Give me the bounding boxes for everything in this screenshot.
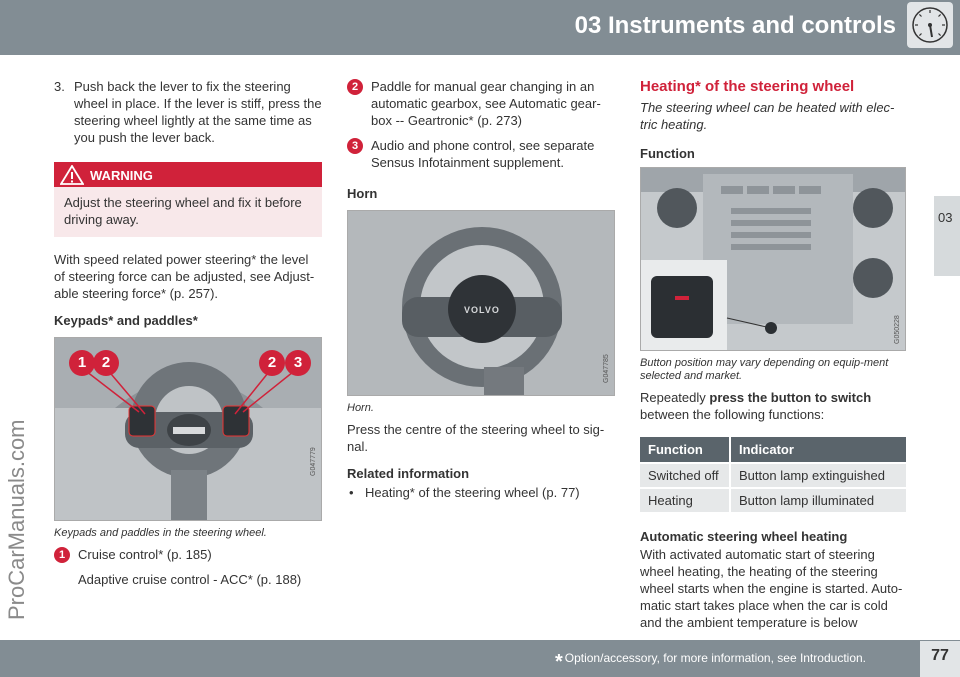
image-code: G047785 xyxy=(603,354,610,383)
image-code: G050228 xyxy=(894,315,901,344)
bullet-icon: • xyxy=(349,485,354,500)
page-header xyxy=(0,0,960,55)
callout-2-badge: 2 xyxy=(93,350,119,376)
keypads-image xyxy=(54,337,322,521)
footer-note xyxy=(555,651,866,674)
callout-1 xyxy=(54,546,322,588)
callout-2-badge: 2 xyxy=(259,350,285,376)
chapter-side-tab-label: 03 xyxy=(938,210,953,225)
gauge-icon xyxy=(907,2,953,48)
related-item[interactable] xyxy=(347,484,615,501)
related-item-text[interactable]: Heating* of the steering wheel (p. 77) xyxy=(365,485,580,500)
callout-3-badge: 3 xyxy=(347,138,363,154)
column-3 xyxy=(640,78,906,631)
horn-image xyxy=(347,210,615,396)
table-header: Indicator xyxy=(730,437,906,463)
footer-note-text: Option/accessory, for more information, see Introduction. xyxy=(564,651,866,665)
function-heading: Function xyxy=(640,146,695,161)
auto-heating-heading: Automatic steering wheel heating xyxy=(640,529,848,544)
table-cell: Switched off xyxy=(640,463,730,488)
callout-2-badge: 2 xyxy=(347,79,363,95)
horn-heading: Horn xyxy=(347,186,378,201)
repeat-suffix: between the following functions: xyxy=(640,407,825,422)
callout-3 xyxy=(347,137,615,171)
table-cell: Heating xyxy=(640,488,730,513)
auto-heating-text: With activated automatic start of steering wheel heating, the heating of the steering wheel starts when the engine is started. Auto-matic start takes place when the car is cold and the ambient temperature is below xyxy=(640,547,903,630)
callout-1-badge: 1 xyxy=(69,350,95,376)
console-caption: Button position may vary depending on equip-ment selected and market. xyxy=(640,357,889,382)
warning-text: Adjust the steering wheel and fix it before driving away. xyxy=(64,195,302,227)
horn-caption: Horn. xyxy=(347,402,374,414)
warning-title: WARNING xyxy=(90,168,153,183)
column-2 xyxy=(347,78,615,501)
console-image xyxy=(640,167,906,351)
section-intro: The steering wheel can be heated with elec-tric heating. xyxy=(640,100,895,132)
warning-box xyxy=(54,162,322,237)
function-table xyxy=(640,437,906,514)
callout-2 xyxy=(347,78,615,129)
keypads-caption: Keypads and paddles in the steering wheel. xyxy=(54,527,267,539)
chapter-title: 03 Instruments and controls xyxy=(574,12,896,39)
callout-2-text[interactable]: Paddle for manual gear changing in an automatic gearbox, see Automatic gear-box -- Geartronic* (p. 273) xyxy=(371,79,601,128)
table-cell: Button lamp extinguished xyxy=(730,463,906,488)
repeat-instruction xyxy=(640,389,906,423)
section-heading: Heating* of the steering wheel xyxy=(640,78,855,95)
callout-3-badge: 3 xyxy=(285,350,311,376)
chapter-side-tab[interactable] xyxy=(932,196,960,276)
page-number: 77 xyxy=(920,641,960,677)
callout-1-line-2[interactable]: Adaptive cruise control - ACC* (p. 188) xyxy=(78,572,302,587)
column-1 xyxy=(54,78,322,596)
watermark: ProCarManuals.com xyxy=(4,419,29,620)
power-steering-paragraph: With speed related power steering* the level of steering force can be adjusted, see Adjust-able steering force* (p. 257). xyxy=(54,252,315,301)
table-cell: Button lamp illuminated xyxy=(730,488,906,513)
volvo-logo-text: VOLVO xyxy=(464,305,500,315)
table-row xyxy=(640,488,906,513)
callout-1-line-1[interactable]: Cruise control* (p. 185) xyxy=(78,547,212,562)
step-3 xyxy=(54,78,322,146)
footer-star: * xyxy=(554,651,563,673)
step-text: Push back the lever to fix the steering wheel in place. If the lever is stiff, press the steering wheel lightly at the same time as you push the lever back. xyxy=(74,79,322,145)
page-footer xyxy=(0,640,960,677)
warning-header xyxy=(54,162,322,187)
table-row xyxy=(640,463,906,488)
keypads-heading: Keypads* and paddles* xyxy=(54,313,198,328)
warning-triangle-icon xyxy=(60,165,84,189)
table-header-row xyxy=(640,437,906,463)
callout-3-text: Audio and phone control, see separate Sensus Infotainment supplement. xyxy=(371,138,595,170)
image-code: G047779 xyxy=(310,447,317,476)
step-number: 3. xyxy=(54,79,65,94)
related-heading: Related information xyxy=(347,466,470,481)
horn-text: Press the centre of the steering wheel to sig-nal. xyxy=(347,422,605,454)
callout-1-badge: 1 xyxy=(54,547,70,563)
table-header: Function xyxy=(640,437,730,463)
repeat-bold: press the button to switch xyxy=(709,390,872,405)
repeat-prefix: Repeatedly xyxy=(640,390,710,405)
